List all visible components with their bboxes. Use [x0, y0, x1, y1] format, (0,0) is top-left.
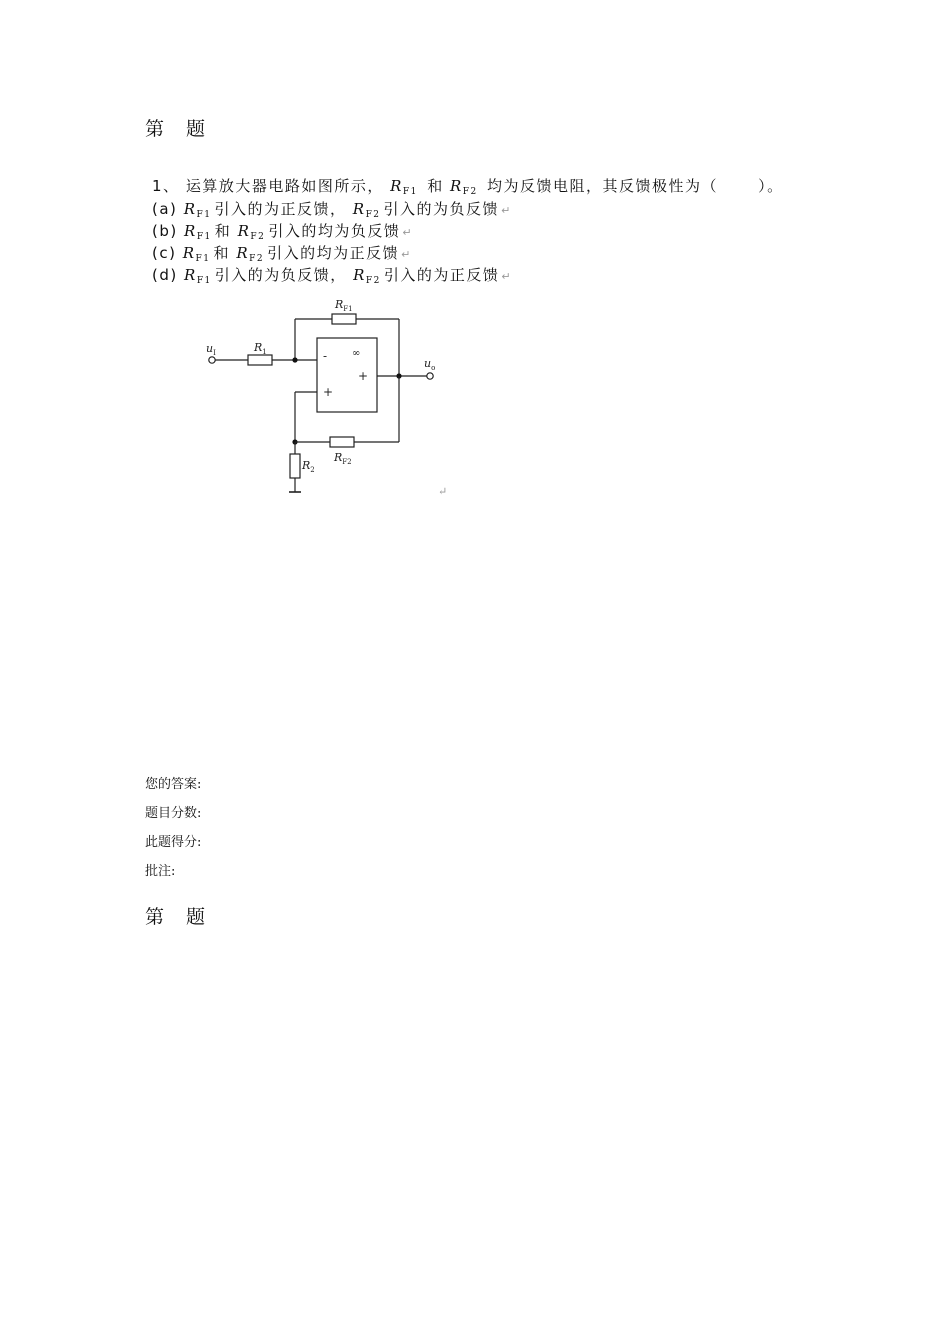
r1-resistor [248, 355, 272, 365]
inverting-node [292, 357, 297, 362]
output-terminal [427, 373, 433, 379]
r2-resistor [290, 454, 300, 478]
option-d-text1: 引入的为负反馈， [214, 266, 347, 284]
option-b-text1: 和 [214, 222, 232, 240]
option-a-prefix: (a) [152, 200, 178, 218]
return-mark: ↵ [501, 204, 512, 217]
output-label: $u_o$ [424, 357, 436, 372]
infinity-sign: ∞ [352, 348, 361, 359]
input-terminal [209, 357, 215, 363]
minus-sign: - [323, 349, 328, 363]
rf1-symbol: $R_{F1}$ [184, 266, 212, 286]
option-b-prefix: (b) [152, 222, 178, 240]
r2-label: $R_2$ [302, 459, 315, 474]
score-label: 题目分数: [145, 806, 202, 821]
option-b-text2: 引入的均为负反馈 [268, 222, 401, 240]
heading-second: 题 [186, 906, 208, 928]
rf1-symbol: $R_{F1}$ [182, 244, 211, 264]
rf1-symbol: $R_{F1}$ [184, 222, 212, 242]
earned-score-label: 此题得分: [145, 835, 202, 850]
rf2-symbol: $R_{F2}$ [353, 266, 381, 286]
rf1-symbol: $R_{F1}$ [183, 200, 212, 220]
question-number: 1、 [152, 177, 180, 195]
op-amp-circuit-diagram [195, 290, 455, 505]
option-a [152, 198, 512, 220]
option-a-text2: 引入的为负反馈 [383, 200, 500, 218]
note-label: 批注: [145, 864, 176, 879]
option-c [152, 242, 412, 264]
question-stem [152, 175, 784, 197]
return-mark: ↵ [401, 248, 412, 261]
stem-after: 均为反馈电阻，其反馈极性为（ [487, 177, 719, 195]
option-c-text2: 引入的均为正反馈 [267, 244, 400, 262]
heading-first: 第 [145, 906, 167, 928]
rf1-resistor [332, 314, 356, 324]
option-d [152, 264, 512, 286]
rf2-symbol: $R_{F2}$ [449, 177, 478, 197]
return-mark: ↵ [402, 226, 414, 239]
rf1-symbol: $R_{F1}$ [390, 177, 418, 197]
option-a-text1: 引入的为正反馈， [214, 200, 347, 218]
rf1-label: $R_{F1}$ [335, 298, 353, 313]
plus-output-sign: + [358, 369, 369, 383]
plus-input-sign: + [323, 385, 334, 399]
rf2-label: $R_{F2}$ [334, 451, 352, 466]
option-d-text2: 引入的为正反馈 [383, 266, 500, 284]
stem-and: 和 [427, 177, 444, 195]
option-c-text1: 和 [213, 244, 231, 262]
heading-first: 第 [145, 118, 167, 140]
r1-label: $R_1$ [254, 341, 267, 356]
return-mark: ↵ [438, 485, 448, 498]
rf2-symbol: $R_{F2}$ [237, 222, 266, 242]
heading-second: 题 [186, 118, 208, 140]
answer-label: 您的答案: [145, 777, 202, 792]
stem-end: ）。 [758, 177, 784, 195]
next-question-heading [145, 902, 207, 929]
input-label: $u_I$ [206, 342, 216, 357]
rf2-resistor [330, 437, 354, 447]
option-c-prefix: (c) [152, 244, 177, 262]
question-heading [145, 114, 207, 141]
rf2-symbol: $R_{F2}$ [236, 244, 265, 264]
option-d-prefix: (d) [152, 266, 178, 284]
return-mark: ↵ [501, 270, 513, 283]
rf2-symbol: $R_{F2}$ [352, 200, 381, 220]
stem-before: 运算放大器电路如图所示， [185, 177, 384, 195]
option-b [152, 220, 413, 242]
